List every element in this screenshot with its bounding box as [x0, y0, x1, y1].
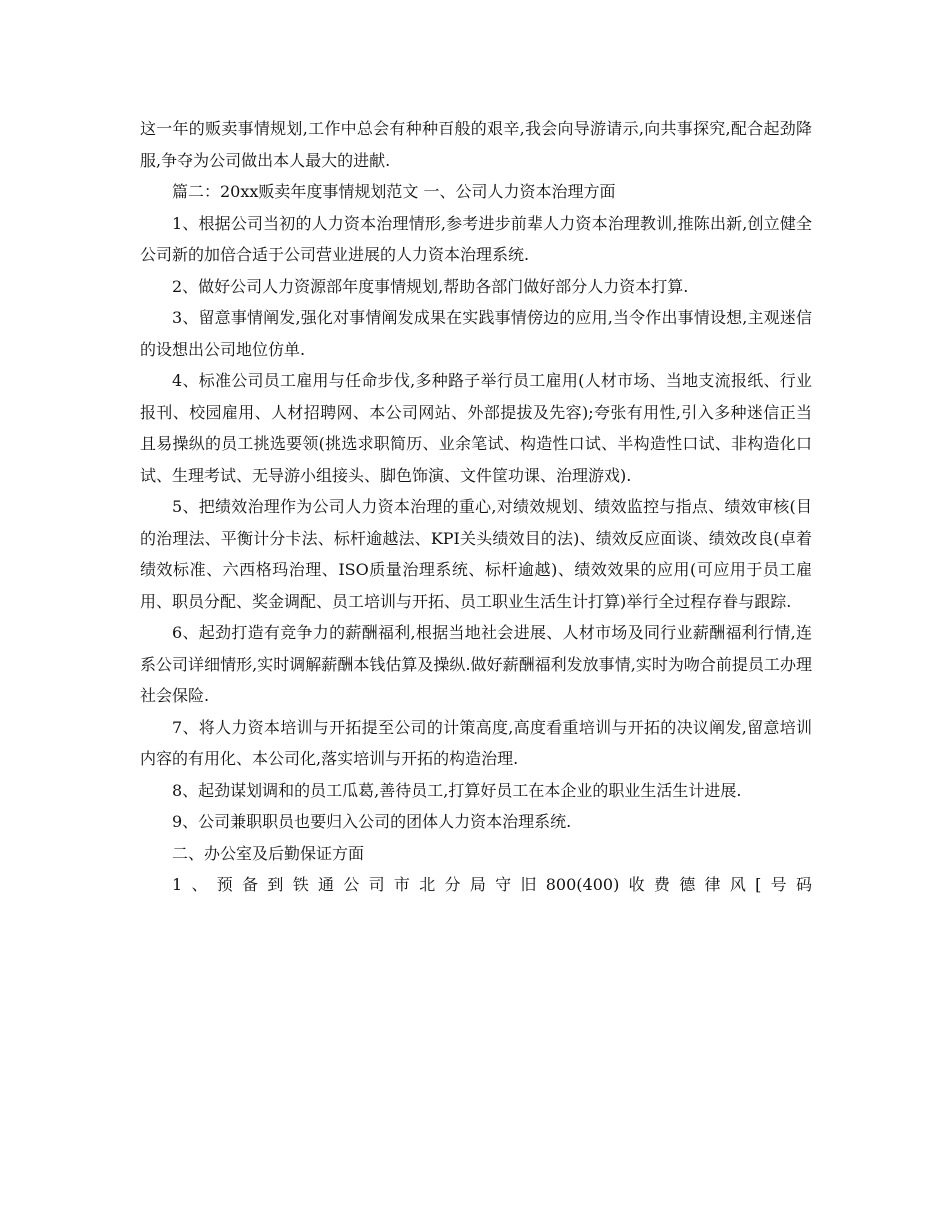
paragraph: 篇二：20xx贩卖年度事情规划范文 一、公司人力资本治理方面: [172, 182, 616, 201]
paragraph: 2、做好公司人力资源部年度事情规划,帮助各部门做好部分人力资本打算.: [172, 276, 689, 296]
paragraph: 1、根据公司当初的人力资本治理情形,参考进步前辈人力资本治理教训,推陈出新,创立健全公司新的加倍合适于公司营业进展的人力资本治理系统.: [140, 213, 812, 264]
paragraph: 3、留意事情阐发,强化对事情阐发成果在实践事情傍边的应用,当令作出事情设想,主观迷信的设想出公司地位仿单.: [140, 308, 812, 359]
document-body: [140, 113, 812, 901]
paragraph: 5、把绩效治理作为公司人力资本治理的重心,对绩效规划、绩效监控与指点、绩效审核(目的治理法、平衡计分卡法、标杆逾越法、KPI关头绩效目的法)、绩效反应面谈、绩效改良(卓着绩效标准、六西格玛治理、ISO质量治理系统、标杆逾越)、绩效效果的应用(可应用于员工雇用、职员分配、奖金调配、员工培训与开拓、员工职业生活生计打算)举行全过程存眷与跟踪.: [140, 497, 812, 611]
paragraph: 4、标准公司员工雇用与任命步伐,多种路子举行员工雇用(人材市场、当地支流报纸、行业报刊、校园雇用、人材招聘网、本公司网站、外部提拔及先容);夸张有用性,引入多种迷信正当且易操纵的员工挑选要领(挑选求职简历、业余笔试、构造性口试、半构造性口试、非构造化口试、生理考试、无导游小组接头、脚色饰演、文件筐功课、治理游戏).: [140, 371, 812, 485]
paragraph: 6、起劲打造有竞争力的薪酬福利,根据当地社会进展、人材市场及同行业薪酬福利行情,连系公司详细情形,实时调解薪酬本钱估算及操纵.做好薪酬福利发放事情,实时为吻合前提员工办理社会保险.: [140, 623, 812, 705]
paragraph: 这一年的贩卖事情规划,工作中总会有种种百般的艰辛,我会向导游请示,向共事探究,配合起劲降服,争夺为公司做出本人最大的进献.: [140, 119, 812, 170]
paragraph: 7、将人力资本培训与开拓提至公司的计策高度,高度看重培训与开拓的决议阐发,留意培训内容的有用化、本公司化,落实培训与开拓的构造治理.: [140, 717, 812, 768]
paragraph: 二、办公室及后勤保证方面: [172, 843, 365, 863]
paragraph: 8、起劲谋划调和的员工瓜葛,善待员工,打算好员工在本企业的职业生活生计进展.: [172, 780, 742, 800]
paragraph: 9、公司兼职职员也要归入公司的团体人力资本治理系统.: [172, 812, 572, 831]
paragraph: 1、预备到铁通公司市北分局守旧800(400)收费德律风[号码: [172, 875, 812, 894]
